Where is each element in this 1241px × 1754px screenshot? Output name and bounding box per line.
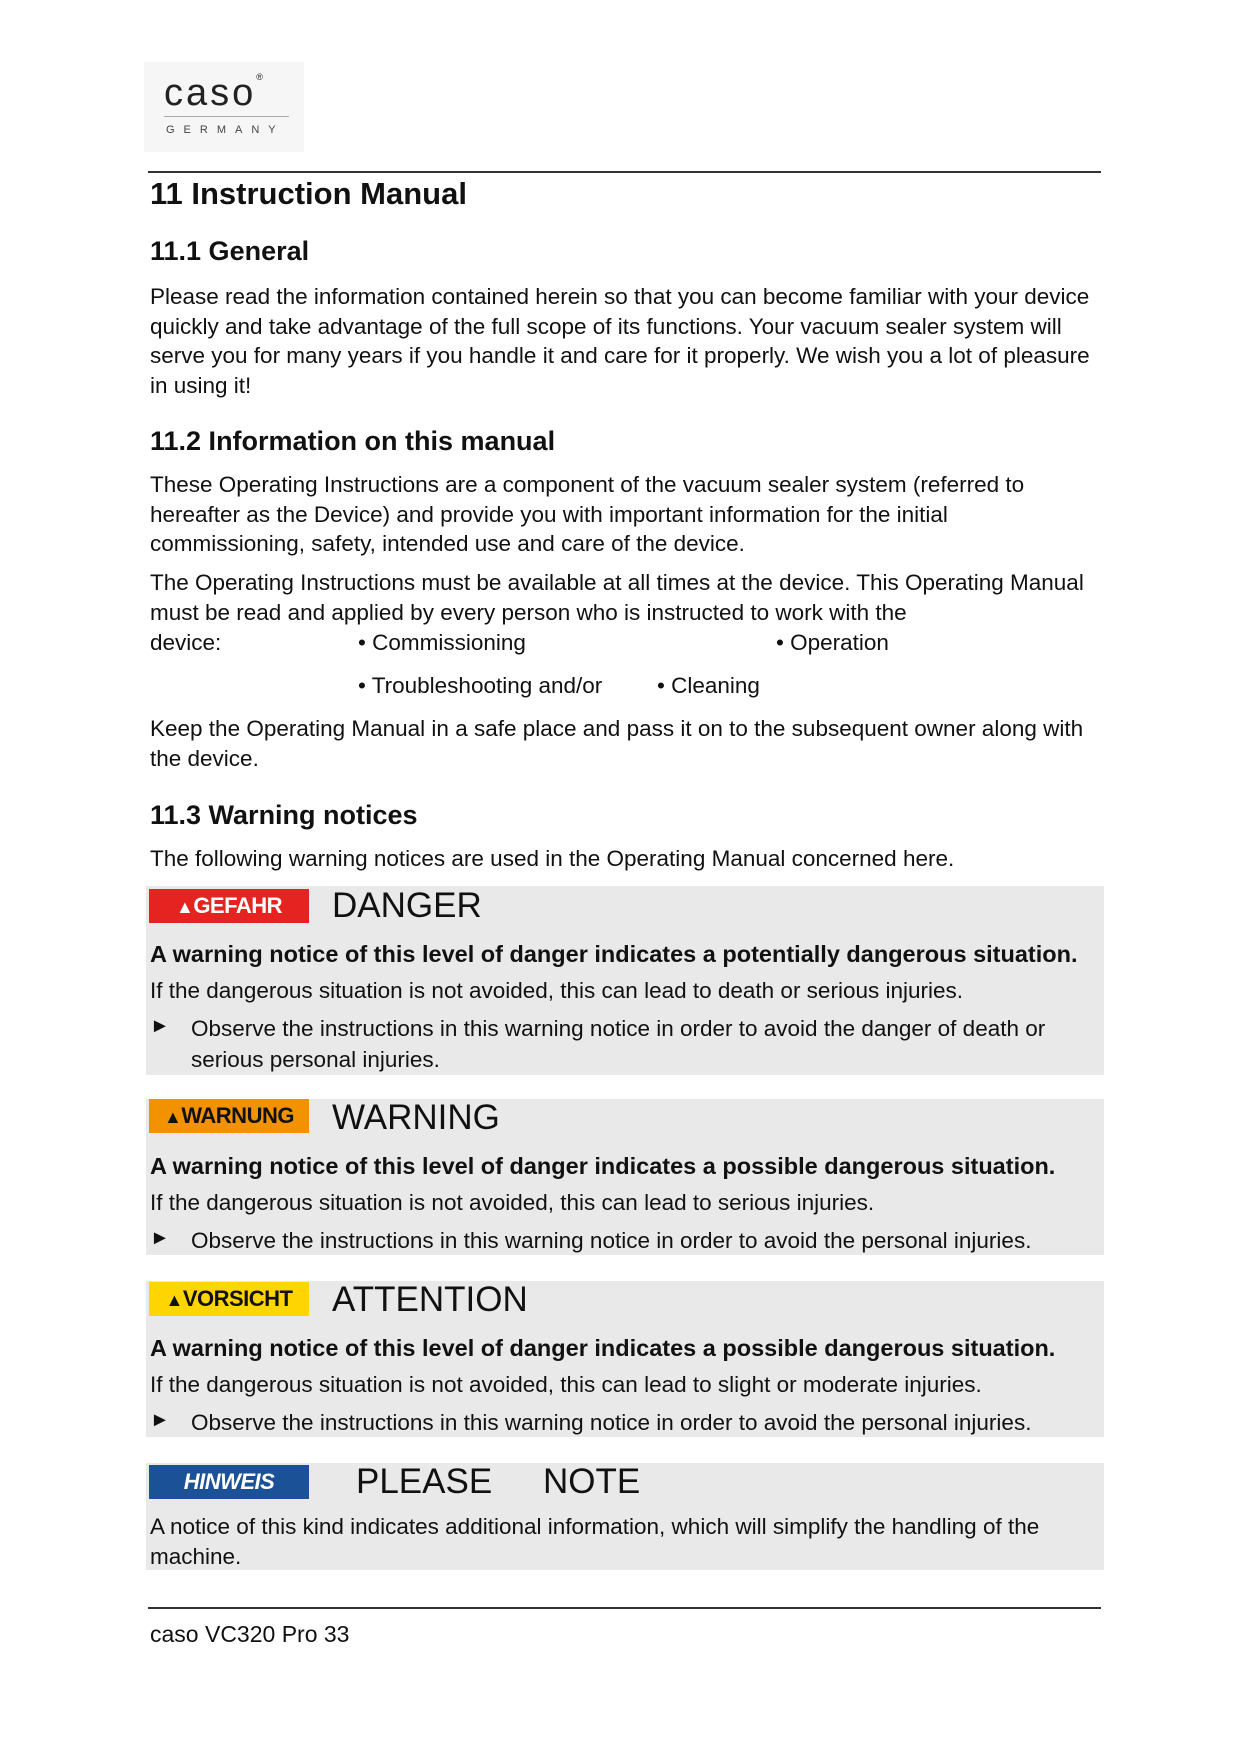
bullet-cleaning: • Cleaning — [657, 673, 760, 698]
attention-bold-text: A warning notice of this level of danger indicates a possible dangerous situation. — [150, 1335, 1056, 1361]
attention-text: If the dangerous situation is not avoided, this can lead to slight or moderate injuries. — [150, 1372, 982, 1397]
page-footer: caso VC320 Pro 33 — [150, 1621, 350, 1647]
danger-badge: ▲GEFAHR — [149, 889, 309, 923]
danger-text: If the dangerous situation is not avoided, this can lead to death or serious injuries. — [150, 978, 963, 1003]
information-paragraph-1: These Operating Instructions are a component of the vacuum sealer system (referred to hereafter as the Device) and provide you with important information for the initial commissioning, safety, intended use and care of the device. — [150, 472, 1025, 556]
warning-bold-text: A warning notice of this level of danger indicates a possible dangerous situation. — [150, 1153, 1056, 1179]
danger-bold-text: A warning notice of this level of danger indicates a potentially dangerous situation. — [150, 941, 1078, 967]
bullet-operation: • Operation — [776, 630, 889, 655]
note-badge: HINWEIS — [149, 1465, 309, 1499]
section-heading-warning-notices: 11.3 Warning notices — [150, 800, 418, 830]
attention-instruction: Observe the instructions in this warning notice in order to avoid the personal injuries. — [191, 1410, 1032, 1435]
note-text: A notice of this kind indicates additional information, which will simplify the handling of the machine. — [150, 1514, 1040, 1569]
warning-intro: The following warning notices are used in the Operating Manual concerned here. — [150, 846, 955, 871]
arrow-right-icon: ► — [150, 1015, 170, 1037]
note-signal-word-please: PLEASE — [356, 1462, 493, 1501]
warning-triangle-icon: ▲ — [165, 1290, 183, 1310]
logo-subtitle: GERMANY — [166, 124, 285, 136]
device-label: device: — [150, 630, 222, 655]
bullet-commissioning: • Commissioning — [358, 630, 526, 655]
warning-text: If the dangerous situation is not avoided, this can lead to serious injuries. — [150, 1190, 875, 1215]
information-paragraph-2: The Operating Instructions must be available at all times at the device. This Operating Manual must be read and applied by every person who is instructed to work with the — [150, 570, 1084, 625]
arrow-right-icon: ► — [150, 1227, 170, 1249]
brand-logo — [144, 62, 304, 152]
warning-instruction: Observe the instructions in this warning notice in order to avoid the personal injuries. — [191, 1228, 1032, 1253]
logo-wordmark: caso® — [164, 72, 266, 114]
warning-signal-word: WARNING — [332, 1098, 500, 1137]
section-heading-information: 11.2 Information on this manual — [150, 426, 556, 456]
general-paragraph: Please read the information contained herein so that you can become familiar with your device quickly and take advantage of the full scope of its functions. Your vacuum sealer system will serve you for many years if you handle it and care for it properly. We wish you a lot of pleasure in using it! — [150, 284, 1090, 398]
danger-instruction: Observe the instructions in this warning notice in order to avoid the danger of death or serious personal injuries. — [191, 1016, 1046, 1072]
section-heading-general: 11.1 General — [150, 236, 310, 266]
information-paragraph-3: Keep the Operating Manual in a safe place and pass it on to the subsequent owner along with the device. — [150, 716, 1084, 771]
page-title: 11 Instruction Manual — [150, 176, 467, 211]
bullet-troubleshooting: • Troubleshooting and/or — [358, 673, 603, 698]
warning-triangle-icon: ▲ — [175, 897, 194, 917]
header-rule — [148, 171, 1101, 173]
footer-rule — [148, 1607, 1101, 1609]
danger-signal-word: DANGER — [332, 886, 482, 925]
warning-triangle-icon: ▲ — [164, 1107, 182, 1127]
logo-divider — [164, 116, 289, 117]
note-signal-word-note: NOTE — [543, 1462, 641, 1501]
arrow-right-icon: ► — [150, 1409, 170, 1431]
warning-badge: ▲WARNUNG — [149, 1099, 309, 1133]
attention-signal-word: ATTENTION — [332, 1280, 528, 1319]
attention-badge: ▲VORSICHT — [149, 1282, 309, 1316]
